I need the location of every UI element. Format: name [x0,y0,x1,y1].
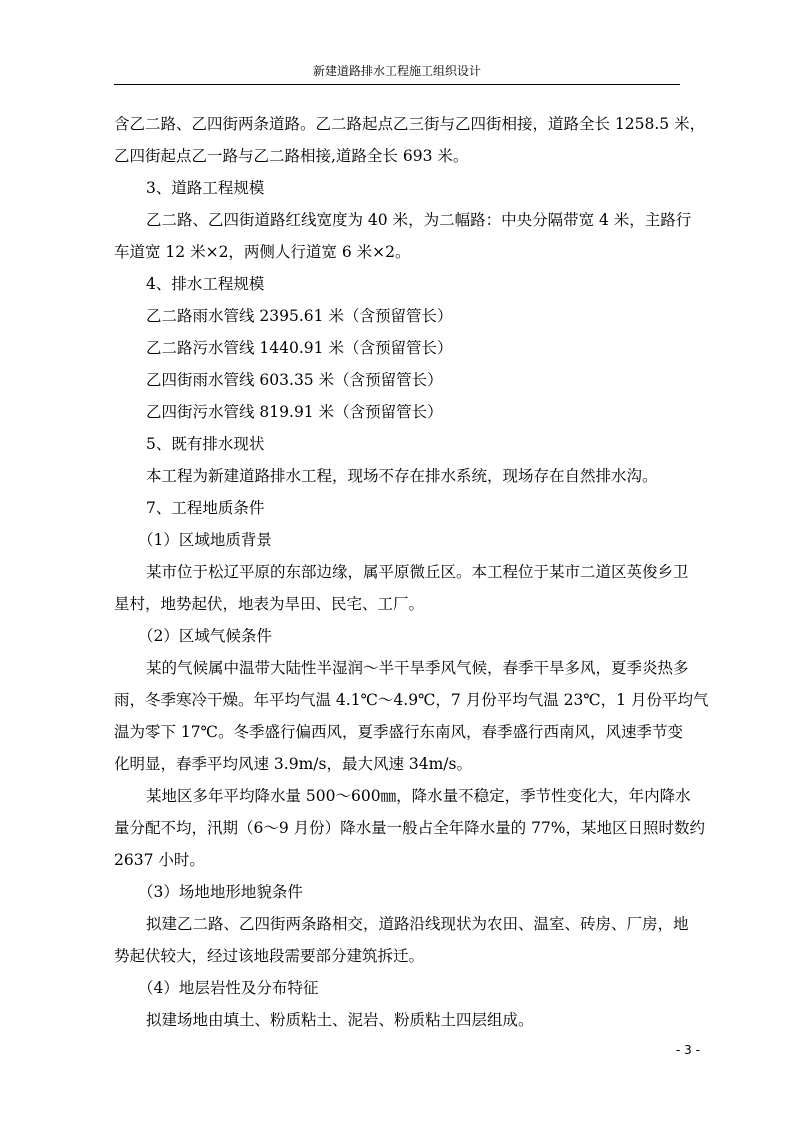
list-item: 乙四街污水管线 819.91 米（含预留管长） [146,403,443,421]
body-line: 2637 小时。 [114,851,205,869]
page-header: 新建道路排水工程施工组织设计 [114,62,680,85]
subsection-heading: （2）区域气候条件 [138,627,272,645]
body-line: 车道宽 12 米×2，两侧人行道宽 6 米×2。 [114,243,411,261]
body-line: 某地区多年平均降水量 500～600㎜，降水量不稳定，季节性变化大，年内降水 [146,787,691,805]
body-line: 拟建乙二路、乙四街两条路相交，道路沿线现状为农田、温室、砖房、厂房，地 [146,915,689,933]
body-line: 某市位于松辽平原的东部边缘，属平原微丘区。本工程位于某市二道区英俊乡卫 [146,563,689,581]
body-line: 势起伏较大，经过该地段需要部分建筑拆迁。 [114,947,425,965]
body-line: 星村，地势起伏，地表为旱田、民宅、工厂。 [114,595,425,613]
section-heading: 7、工程地质条件 [146,499,265,517]
body-line: 含乙二路、乙四街两条道路。乙二路起点乙三街与乙四街相接，道路全长 1258.5 米， [114,115,706,133]
body-line: 本工程为新建道路排水工程，现场不存在排水系统，现场存在自然排水沟。 [146,467,658,485]
subsection-heading: （4）地层岩性及分布特征 [138,979,319,997]
body-line: 拟建场地由填土、粉质粘土、泥岩、粉质粘土四层组成。 [146,1011,534,1029]
subsection-heading: （3）场地地形地貌条件 [138,883,303,901]
body-line: 温为零下 17℃。冬季盛行偏西风，夏季盛行东南风，春季盛行西南风，风速季节变 [114,723,683,741]
section-heading: 3、道路工程规模 [146,179,265,197]
section-heading: 5、既有排水现状 [146,435,265,453]
body-line: 乙四街起点乙一路与乙二路相接,道路全长 693 米。 [114,147,469,165]
body-line: 雨，冬季寒冷干燥。年平均气温 4.1℃～4.9℃，7 月份平均气温 23℃，1 月份平均气 [114,691,709,709]
body-line: 量分配不均，汛期（6～9 月份）降水量一般占全年降水量的 77%，某地区日照时数约 [114,819,706,837]
body-line: 某的气候属中温带大陆性半湿润～半干旱季风气候，春季干旱多风，夏季炎热多 [146,659,689,677]
body-line: 乙二路、乙四街道路红线宽度为 40 米，为二幅路：中央分隔带宽 4 米，主路行 [146,211,692,229]
section-heading: 4、排水工程规模 [146,275,265,293]
list-item: 乙二路雨水管线 2395.61 米（含预留管长） [146,307,453,325]
subsection-heading: （1）区域地质背景 [138,531,272,549]
list-item: 乙二路污水管线 1440.91 米（含预留管长） [146,339,453,357]
list-item: 乙四街雨水管线 603.35 米（含预留管长） [146,371,443,389]
body-line: 化明显，春季平均风速 3.9m/s，最大风速 34m/s。 [114,755,472,773]
document-body [114,108,709,1036]
page-number: - 3 - [676,1043,700,1057]
